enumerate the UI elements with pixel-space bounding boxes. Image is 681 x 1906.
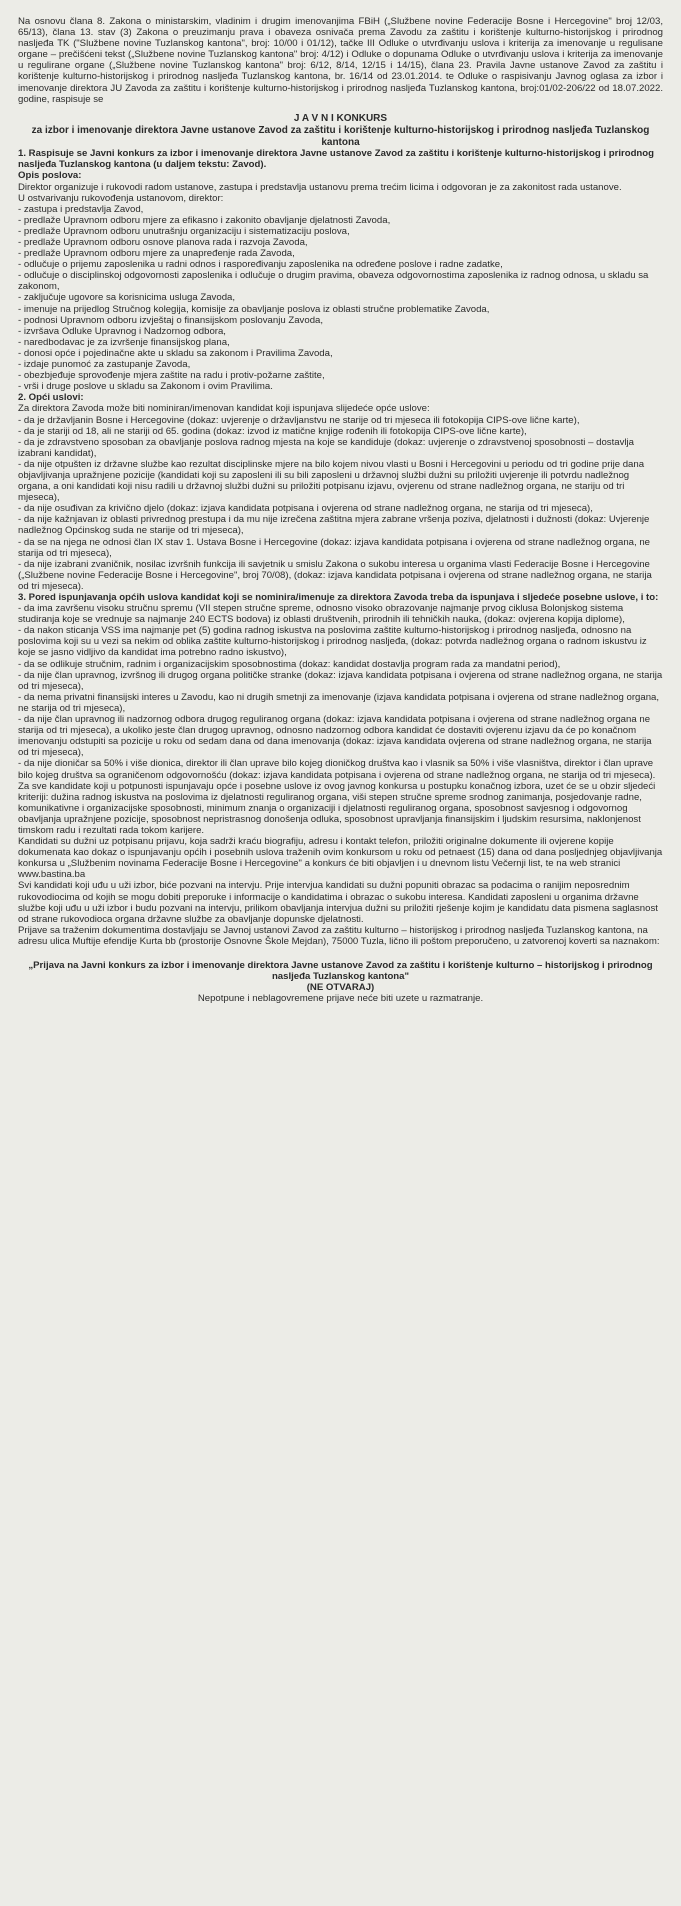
list-item: - predlaže Upravnom odboru mjere za efikasno i zakonito obavljanje djelatnosti Zavoda, xyxy=(18,214,391,226)
special-conditions-list xyxy=(18,603,663,781)
list-item: - zaključuje ugovore sa korisnicima usluga Zavoda, xyxy=(18,292,236,304)
list-item: - da nije član upravnog ili nadzornog odbora drugog reguliranog organa (dokaz: izjava kandidata potpisana i ovjerena od strane nadležnog organa ne starija od tri mjeseca), a ukoliko jeste član drugog upravnog, odnosno nadzornog odbora kandidat će dostaviti ovjerenu izjavu da će po konačnom imenovanju odstupiti sa pozicije u roku od sedam dana od dana imenovanja (dokaz: izjava kandidata ovjerena od strane nadležnog organa, ne starija od tri mjeseca), xyxy=(18,714,652,759)
list-item: - naredbodavac je za izvršenje finansijskog plana, xyxy=(18,336,230,348)
submission-paragraph: Prijave sa traženim dokumentima dostavljaju se Javnoj ustanovi Zavod za zaštitu kulturno – historijskog i prirodnog nasljeđa Tuzlanskog kantona, na adresu ulica Muftije efendije Kurta bb (prostorije Osnovne Škole Mejdan), 75000 Tuzla, lično ili poštom preporučeno, u zatvorenoj koverti sa naznakom: xyxy=(18,924,660,947)
section-2-heading: 2. Opći uslovi: xyxy=(18,392,84,404)
list-item: - da nije otpušten iz državne službe kao rezultat disciplinske mjere na bilo kojem nivou vlasti u Bosni i Hercegovini u periodu od tri godine prije dana objavljivanja upražnjene pozicije (kandidati koji su zaposleni ili su bili zaposleni u državnoj službi dužni su priložiti uvjerenje ili potvrdu nadležnog organa, a oni kandidati koji nisu radili u državnoj službi dužni su priložiti potpisanu izjavu, ovjerenu od strane nadležnog organa, ne stariju od tri mjeseca), xyxy=(18,458,645,504)
envelope-label-block xyxy=(18,960,663,993)
evaluation-paragraph: Za sve kandidate koji u potpunosti ispunjavaju opće i posebne uslove iz ovog javnog konkursa u postupku konačnog izbora, uzet će se u obzir sljedeći kriteriji: dužina radnog iskustva na poslovima iz djelatnosti reguliranog organa, viši stepen stručne spreme srodnog zanimanja, posjedovanje radne, komunikativne i organizacijske sposobnosti, minimum znanja o organizaciji i djelatnosti reguliranog organa, sposobnost savjesnog i odgovornog obavljanja upražnjene pozicije, sposobnost nepristrasnog donošenja odluka, sposobnost upravljanja finansijskim i ljudskim resursima, naklonjenost timskom radu i rezultati rada tokom karijere. xyxy=(18,780,656,836)
list-item: - da nije dioničar sa 50% i više dionica, direktor ili član uprave bilo kojeg dioničkog društva kao i vlasnik sa 50% i više vlasništva, direktor i član uprave bilo kojeg društva sa ograničenom odgovornošću (dokaz: izjava kandidata potpisana i ovjerena od strane nadležnog organa, ne starija od tri mjeseca). xyxy=(18,758,656,781)
list-item: - izvršava Odluke Upravnog i Nadzornog odbora, xyxy=(18,325,226,337)
list-item: - donosi opće i pojedinačne akte u skladu sa zakonom i Pravilima Zavoda, xyxy=(18,347,333,359)
list-item: - da je zdravstveno sposoban za obavljanje poslova radnog mjesta na koje se kandiduje (dokaz: uvjerenje o zdravstvenoj sposobnosti – dostavlja izabrani kandidat), xyxy=(18,436,634,459)
general-conditions-list xyxy=(18,415,663,593)
list-item: - da se na njega ne odnosi član IX stav 1. Ustava Bosne i Hercegovine (dokaz: izjava kandidata potpisana i ovjerena od strane nadležnog organa, ne starija od tri mjeseca), xyxy=(18,536,650,559)
list-item: - da nije kažnjavan iz oblasti privrednog prestupa i da mu nije izrečena zaštitna mjera zabrane vršenja poziva, djelatnosti i dužnosti (dokaz: Uvjerenje nadležnog Općinskog suda ne starije od tri mjeseca), xyxy=(18,514,650,537)
notice-subtitle: za izbor i imenovanje direktora Javne ustanove Zavod za zaštitu i korištenje kulturno-historijskog i prirodnog nasljeđa Tuzlanskog kantona xyxy=(31,125,650,148)
list-item: - odlučuje o prijemu zaposlenika u radni odnos i raspoređivanju zaposlenika na određene poslove i radne zadatke, xyxy=(18,259,503,271)
list-item: - odlučuje o disciplinskoj odgovornosti zaposlenika i odlučuje o drugim pravima, obaveza odgovornostima zaposlenika iz radnog odnosa, u skladu sa zakonom, xyxy=(18,270,649,293)
document-page xyxy=(18,16,663,1004)
list-item: - da se odlikuje stručnim, radnim i organizacijskim sposobnostima (dokaz: kandidat dostavlja program rada za mandatni period), xyxy=(18,658,561,670)
notice-title-block xyxy=(18,113,663,149)
list-item: - vrši i druge poslove u skladu sa Zakonom i ovim Pravilima. xyxy=(18,381,273,393)
list-item: - da nakon sticanja VSS ima najmanje pet (5) godina radnog iskustva na poslovima zaštite kulturno-historijskog i prirodnog nasljeđa, odnosno na poslovima koji su u vezi sa nekim od oblika zaštite kulturno-historijskog i prirodnog nasljeđa, (dokaz: potvrda nadležnog organa o radnom iskustvu iz koje se jasno vidljivo da kandidat ima potrebno radno iskustvo), xyxy=(18,625,647,659)
intro-paragraph: Na osnovu člana 8. Zakona o ministarskim, vladinim i drugim imenovanjima FBiH („Službene novine Federacije Bosne i Hercegovine" broj 12/03, 65/13), člana 13. stav (3) Zakona o preuzimanju prava i obaveza osnivača prema Zavodu za zaštitu i korištenje kulturno-historijskog i prirodnog nasljeđa TK ("Službene novine Tuzlanskog kantona", broj: 10/00 i 01/12), tačke III Odluke o utvrđivanju uslova i kriterija za imenovanje u regulisane organe – prečišćeni tekst („Službene novine Tuzlanskog kantona" broj: 4/12) i Odluke o dopunama Odluke o utvrđivanju uslova i kriterija za imenovanje u regulirane organe („Službene novine Tuzlanskog kantona" broj: 6/12, 8/14, 12/15 i 14/15), člana 23. Pravila Javne ustanove Zavod za zaštitu i korištenje kulturno-historijskog i prirodnog nasljeđa Tuzlanskog kantona, br. 16/14 od 23.01.2014. te Odluke o raspisivanju Javnog oglasa za izbor i imenovanje direktora JU Zavoda za zaštitu i korištenje kulturno-historijskog i prirodnog nasljeđa Tuzlanskog kantona, broj:01/02-206/22 od 18.07.2022. godine, raspisuje se xyxy=(18,16,663,105)
envelope-note: (NE OTVARAJ) xyxy=(306,982,375,994)
list-item: - predlaže Upravnom odboru mjere za unapređenje rada Zavoda, xyxy=(18,248,295,260)
application-paragraph: Kandidati su dužni uz potpisanu prijavu, koja sadrži kraću biografiju, adresu i kontakt telefon, priložiti originalne dokumente ili ovjerene kopije dokumenata kao dokaz o ispunjavanju općih i posebnih uslova traženih ovim konkursom u roku od petnaest (15) dana od dana posljednjeg objavljivanja konkursa u „Službenim novinama Federacije Bosne i Hercegovine" a konkurs će biti objavljen i u dnevnom listu Večernji list, te na web stranici www.bastina.ba xyxy=(18,836,663,881)
list-item: - da nije član upravnog, izvršnog ili drugog organa političke stranke (dokaz: izjava kandidata potpisana i ovjerena od strane nadležnog organa, ne starija od tri mjeseca), xyxy=(18,669,663,692)
list-item: - predlaže Upravnom odboru unutrašnju organizaciju i sistematizaciju poslova, xyxy=(18,225,350,237)
list-item: - da ima završenu visoku stručnu spremu (VII stepen stručne spreme, odnosno visoko obrazovanje najmanje prvog ciklusa Bolonjskog sistema studiranja koje se vrednuje sa najmanje 240 ECTS bodova) iz oblasti društvenih, prirodnih ili tehničkih nauka, (dokaz: ovjerena kopija diplome), xyxy=(18,603,625,626)
section-1-heading: 1. Raspisuje se Javni konkurs za izbor i imenovanje direktora Javne ustanove Zavod za zaštitu i korištenje kulturno-historijskog i prirodnog nasljeđa Tuzlanskog kantona (u daljem tekstu: Zavod). xyxy=(18,148,655,171)
list-item: Direktor organizuje i rukovodi radom ustanove, zastupa i predstavlja ustanovu prema trećim licima i odgovoran je za zakonitost rada ustanove. xyxy=(18,181,622,193)
list-item: - imenuje na prijedlog Stručnog kolegija, komisije za obavljanje poslova iz oblasti stručne problematike Zavoda, xyxy=(18,303,490,315)
list-item: - obezbjeđuje sprovođenje mjera zaštite na radu i protiv-požarne zaštite, xyxy=(18,370,325,382)
interview-paragraph: Svi kandidati koji uđu u uži izbor, biće pozvani na intervju. Prije intervjua kandidati su dužni popuniti obrazac sa podacima o ranijim neposrednim rukovodiocima od kojih se mogu dobiti preporuke i informacije o kandidatima i obrazac o sukobu interesa. Kandidati zaposleni u organima državne službe koji uđu u uži izbor i budu pozvani na intervju, prilikom obavljanja intervjua dužni su priložiti rješenje kojim je kandidatu data pismena saglasnost od strane rukovodioca organa državne službe za obavljanje dopunske djelatnosti. xyxy=(18,880,658,925)
notice-title: J A V N I KONKURS xyxy=(293,112,388,124)
duties-heading: Opis poslova: xyxy=(18,170,82,182)
list-item: - da nije osuđivan za krivično djelo (dokaz: izjava kandidata potpisana i ovjerena od strane nadležnog organa, ne starija od tri mjeseca), xyxy=(18,503,593,515)
list-item: - izdaje punomoć za zastupanje Zavoda, xyxy=(18,359,191,371)
duties-list xyxy=(18,182,663,393)
list-item: U ostvarivanju rukovođenja ustanovom, direktor: xyxy=(18,192,224,204)
list-item: - da je stariji od 18, ali ne stariji od 65. godina (dokaz: izvod iz matične knjige rođenih ili fotokopija CIPS-ove lične karte), xyxy=(18,425,527,437)
section-3-heading: 3. Pored ispunjavanja općih uslova kandidat koji se nominira/imenuje za direktora Zavoda treba da ispunjava i sljedeće posebne uslove, i to: xyxy=(18,592,659,603)
list-item: - zastupa i predstavlja Zavod, xyxy=(18,203,144,215)
envelope-label: „Prijava na Javni konkurs za izbor i imenovanje direktora Javne ustanove Zavod za zaštitu i korištenje kulturno – historijskog i prirodnog nasljeđa Tuzlanskog kantona" xyxy=(28,960,653,983)
closing-note: Nepotpune i neblagovremene prijave neće biti uzete u razmatranje. xyxy=(197,993,484,1005)
list-item: - da nije izabrani zvaničnik, nosilac izvršnih funkcija ili savjetnik u smislu Zakona o sukobu interesa u organima vlasti Federacije Bosne i Hercegovine („Službene novine Federacije Bosne i Hercegovine", broj 70/08), (dokaz: izjava kandidata potpisana i ovjerena od strane nadležnog organa, ne starija od tri mjeseca). xyxy=(18,558,652,592)
section-2-intro: Za direktora Zavoda može biti nominiran/imenovan kandidat koji ispunjava slijedeće opće uslove: xyxy=(18,403,430,415)
list-item: - predlaže Upravnom odboru osnove planova rada i razvoja Zavoda, xyxy=(18,237,308,248)
list-item: - podnosi Upravnom odboru izvještaj o finansijskom poslovanju Zavoda, xyxy=(18,314,324,326)
list-item: - da nema privatni finansijski interes u Zavodu, kao ni drugih smetnji za imenovanje (izjava kandidata potpisana i ovjerena od strane nadležnog organa, ne starija od tri mjeseca), xyxy=(18,691,660,714)
list-item: - da je državljanin Bosne i Hercegovine (dokaz: uvjerenje o državljanstvu ne starije od tri mjeseca ili fotokopija CIPS-ove lične karte), xyxy=(18,414,580,426)
